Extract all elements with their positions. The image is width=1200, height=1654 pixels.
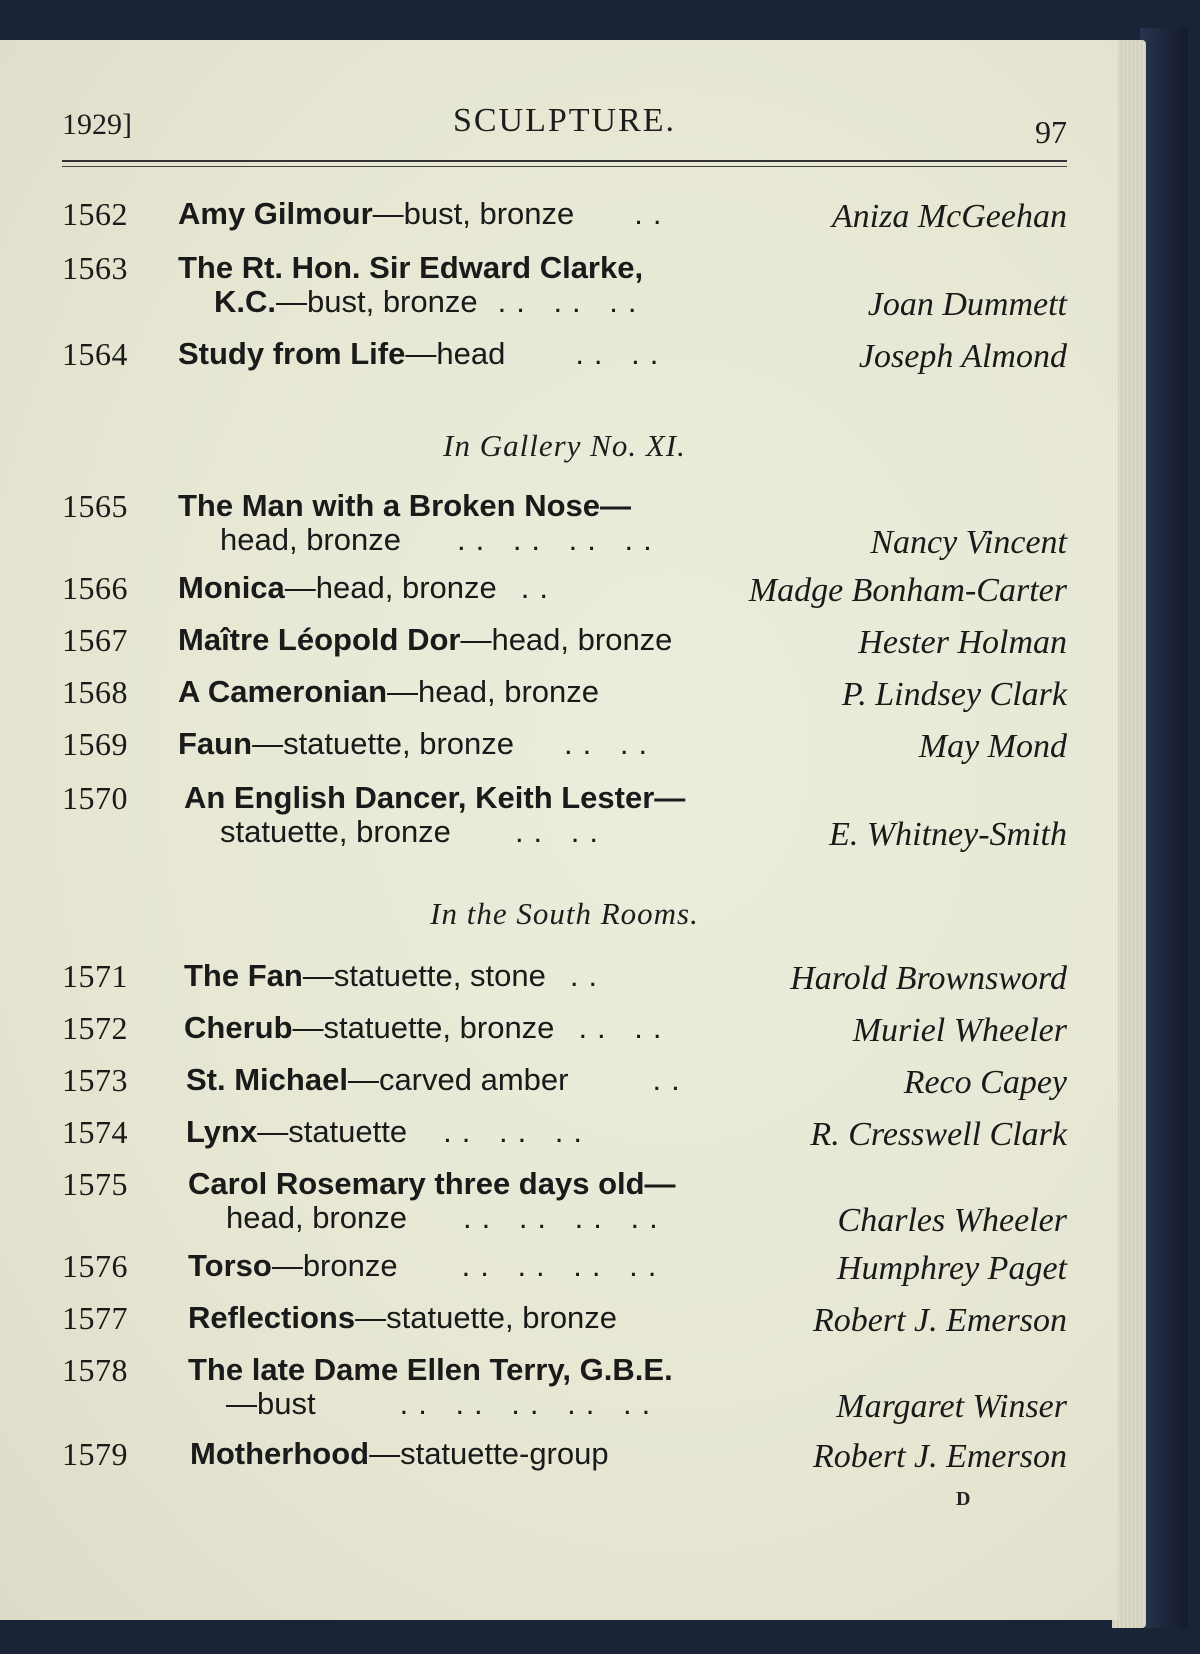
entry-title-rest: —statuette	[257, 1114, 408, 1149]
entry-title	[184, 958, 607, 994]
entry-title	[178, 196, 672, 232]
entry-title	[184, 780, 685, 816]
leader-dots: .. .. .. .. ..	[399, 1386, 661, 1421]
entry-number: 1576	[62, 1248, 128, 1284]
entry-title	[178, 336, 668, 372]
entry-title-bold: An English Dancer, Keith Lester—	[184, 780, 686, 815]
entry-title-bold: St. Michael	[186, 1062, 348, 1097]
entry-line2-rest: head, bronze	[226, 1200, 407, 1235]
artist-name: R. Cresswell Clark	[810, 1116, 1067, 1153]
entry-title-bold: Torso	[188, 1248, 272, 1283]
entry-number: 1573	[62, 1062, 128, 1098]
entry-title-bold: The Rt. Hon. Sir Edward Clarke,	[178, 250, 644, 285]
artist-name: Reco Capey	[903, 1064, 1067, 1101]
entry-number: 1579	[62, 1436, 128, 1472]
entry-title-rest: —statuette, bronze	[292, 1010, 555, 1045]
artist-name: P. Lindsey Clark	[841, 676, 1067, 713]
entry-title	[178, 488, 631, 524]
entry-number: 1568	[62, 674, 128, 710]
catalogue-entry	[62, 488, 1067, 564]
leader-dots: .. ..	[514, 814, 609, 849]
entry-title-line2	[220, 522, 662, 558]
entry-number: 1574	[62, 1114, 128, 1150]
entry-title-bold: Reflections	[188, 1300, 356, 1335]
entry-title-bold: Motherhood	[190, 1436, 370, 1471]
catalogue-entry	[62, 250, 1067, 326]
entry-title-rest: —statuette, stone	[302, 958, 546, 993]
entry-title	[190, 1436, 609, 1472]
catalogue-entry	[62, 1436, 1067, 1512]
artist-name: Hester Holman	[858, 624, 1067, 661]
artist-name: Joseph Almond	[858, 338, 1067, 375]
entry-title-rest: —head, bronze	[387, 674, 599, 709]
entry-title-bold: The late Dame Ellen Terry, G.B.E.	[188, 1352, 673, 1387]
entry-line2-rest: —bust, bronze	[276, 284, 478, 319]
entry-number: 1575	[62, 1166, 128, 1202]
entry-title	[186, 1114, 592, 1150]
entry-title	[188, 1300, 617, 1336]
leader-dots: .. ..	[578, 1010, 672, 1045]
entry-title-line2	[226, 1386, 660, 1422]
entry-line2-bold: K.C.	[214, 284, 276, 319]
entry-line2-rest: statuette, bronze	[220, 814, 451, 849]
artist-name: Harold Brownsword	[790, 960, 1067, 997]
artist-name: Margaret Winser	[836, 1388, 1067, 1425]
entry-title-line2	[220, 814, 608, 850]
entry-title-bold: Monica	[178, 570, 285, 605]
header-year: 1929]	[62, 108, 132, 141]
book-cover-edge	[1140, 28, 1188, 1628]
artist-name: Aniza McGeehan	[831, 198, 1067, 235]
entry-title-bold: The Man with a Broken Nose—	[178, 488, 632, 523]
entry-number: 1577	[62, 1300, 128, 1336]
entry-number: 1563	[62, 250, 128, 286]
leader-dots: .. .. .. ..	[462, 1200, 668, 1235]
artist-name: E. Whitney-Smith	[829, 816, 1067, 853]
entry-title-bold: Lynx	[186, 1114, 258, 1149]
entry-number: 1562	[62, 196, 128, 232]
leader-dots: .. ..	[575, 336, 669, 371]
entry-title-bold: Faun	[178, 726, 253, 761]
artist-name: Joan Dummett	[867, 286, 1067, 323]
entry-title-bold: Amy Gilmour	[178, 196, 373, 231]
entry-number: 1572	[62, 1010, 128, 1046]
leader-dots: .. .. .. ..	[456, 522, 662, 557]
entry-title	[178, 674, 599, 710]
header-rule	[62, 160, 1067, 162]
entry-title-rest: —head, bronze	[460, 622, 673, 657]
section-heading: In the South Rooms.	[430, 896, 699, 931]
leader-dots: .. ..	[564, 726, 658, 761]
entry-title	[188, 1166, 676, 1202]
entry-title	[186, 1062, 690, 1098]
section-heading: In Gallery No. XI.	[443, 428, 686, 463]
entry-title	[178, 622, 672, 658]
entry-number: 1566	[62, 570, 128, 606]
entry-title-rest: —carved amber	[347, 1062, 569, 1097]
artist-name: May Mond	[918, 728, 1067, 765]
entry-title-rest: —head, bronze	[284, 570, 497, 605]
entry-title	[184, 1010, 672, 1046]
catalogue-entry	[62, 336, 1067, 412]
entry-title	[188, 1352, 673, 1388]
leader-dots: ..	[569, 958, 608, 993]
entry-title-bold: Cherub	[184, 1010, 293, 1045]
entry-line2-rest: head, bronze	[220, 522, 401, 557]
entry-number: 1569	[62, 726, 128, 762]
artist-name: Robert J. Emerson	[812, 1438, 1067, 1475]
leader-dots: .. .. .. ..	[461, 1248, 667, 1283]
running-header	[62, 100, 1067, 152]
signature-mark: D	[956, 1488, 971, 1510]
leader-dots: .. .. ..	[497, 284, 647, 319]
entry-number: 1564	[62, 336, 128, 372]
entry-number: 1567	[62, 622, 128, 658]
artist-name: Muriel Wheeler	[852, 1012, 1067, 1049]
catalogue-entry	[62, 780, 1067, 856]
entry-line2-rest: —bust	[226, 1386, 316, 1421]
entry-title-line2	[226, 1200, 668, 1236]
entry-title-rest: —bust, bronze	[372, 196, 575, 231]
leader-dots: ..	[652, 1062, 690, 1097]
entry-title-rest: —bronze	[271, 1248, 398, 1283]
entry-title-rest: —head	[405, 336, 506, 371]
entry-number: 1565	[62, 488, 128, 524]
page-number: 97	[1035, 114, 1067, 150]
artist-name: Charles Wheeler	[837, 1202, 1067, 1239]
leader-dots: ..	[520, 570, 559, 605]
artist-name: Humphrey Paget	[836, 1250, 1067, 1287]
entry-title-rest: —statuette, bronze	[252, 726, 514, 761]
entry-title	[178, 726, 657, 762]
catalogue-entry	[62, 1166, 1067, 1242]
entry-title-line2	[214, 284, 647, 320]
entry-number: 1570	[62, 780, 128, 816]
entry-title	[178, 570, 558, 606]
entry-title-bold: The Fan	[184, 958, 303, 993]
entry-title-rest: —statuette, bronze	[355, 1300, 618, 1335]
entry-number: 1578	[62, 1352, 128, 1388]
leader-dots: .. .. ..	[443, 1114, 593, 1149]
artist-name: Robert J. Emerson	[812, 1302, 1067, 1339]
artist-name: Nancy Vincent	[870, 524, 1067, 561]
page-title: SCULPTURE.	[452, 102, 677, 139]
entry-title-bold: A Cameronian	[178, 674, 388, 709]
entry-title	[178, 250, 643, 286]
leader-dots: ..	[634, 196, 672, 231]
header-rule-thin	[62, 166, 1067, 167]
entry-title-bold: Maître Léopold Dor	[178, 622, 461, 657]
entry-title-bold: Study from Life	[178, 336, 406, 371]
entry-title-bold: Carol Rosemary three days old—	[188, 1166, 676, 1201]
artist-name: Madge Bonham-Carter	[748, 572, 1067, 609]
catalogue-entry	[62, 1352, 1067, 1428]
entry-number: 1571	[62, 958, 128, 994]
entry-title-rest: —statuette-group	[369, 1436, 609, 1471]
entry-title	[188, 1248, 666, 1284]
